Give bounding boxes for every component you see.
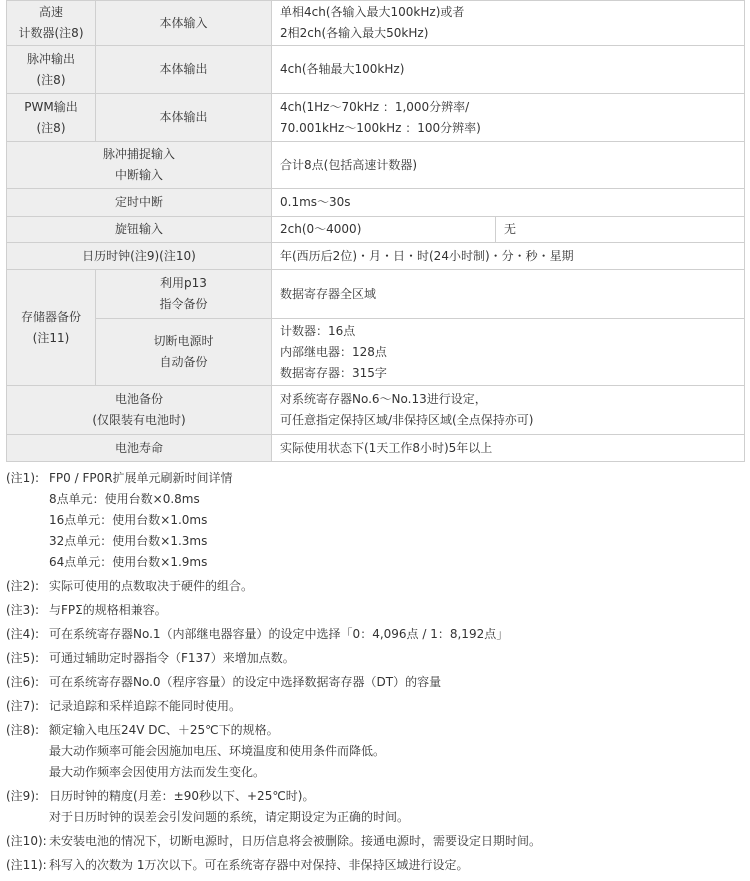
row-memory-backup-p13	[7, 270, 745, 319]
cell-line: (注11)	[32, 330, 70, 345]
note-tag: (注7):	[6, 699, 40, 713]
value-calendar-clock: 年(西历后2位)・月・日・时(24小时制)・分・秒・星期	[272, 243, 745, 270]
header-high-speed-counter	[7, 1, 96, 46]
note-item	[6, 672, 746, 693]
note-line: 额定输入电压24V DC、＋25℃下的规格。	[49, 723, 279, 737]
value-timer-interrupt: 0.1ms～30s	[272, 189, 745, 217]
note-line: 最大动作频率可能会因施加电压、环境温度和使用条件而降低。	[49, 744, 386, 758]
cell-line: 计数器(注8)	[18, 26, 84, 40]
cell-line: 指令备份	[159, 297, 208, 311]
note-item	[6, 468, 746, 573]
note-tag: (注10):	[6, 834, 47, 848]
subheader-body-output: 本体输出	[96, 94, 272, 142]
note-item	[6, 600, 746, 621]
notes-section	[6, 468, 746, 879]
cell-line: (注8)	[36, 120, 66, 135]
note-line: FP0 / FP0R扩展单元刷新时间详情	[49, 471, 233, 485]
cell-line: 2相2ch(各输入最大50kHz)	[280, 26, 429, 40]
header-memory-backup	[7, 270, 96, 386]
cell-line: 对系统寄存器No.6～No.13进行设定，	[280, 392, 487, 406]
subheader-power-off-backup	[96, 319, 272, 386]
row-calendar-clock	[7, 243, 745, 270]
row-knob-input	[7, 217, 745, 243]
header-pwm-output	[7, 94, 96, 142]
note-body	[49, 786, 746, 828]
cell-line: (注8)	[36, 72, 66, 87]
spec-table	[6, 0, 745, 462]
note-tag: (注11):	[6, 858, 47, 872]
note-item	[6, 720, 746, 783]
note-line: 日历时钟的精度(月差：±90秒以下、+25℃时)。	[49, 789, 315, 803]
cell-line: 数据寄存器：315字	[280, 365, 387, 380]
note-item	[6, 855, 746, 876]
value-high-speed-counter	[272, 1, 745, 46]
note-line: 64点单元：使用台数×1.9ms	[49, 555, 208, 569]
note-body	[49, 648, 746, 669]
cell-line: 中断输入	[114, 168, 163, 182]
note-body	[49, 600, 746, 621]
subheader-body-input: 本体输入	[96, 1, 272, 46]
value-knob-input: 2ch(0～4000)	[272, 217, 496, 243]
note-line: 32点单元：使用台数×1.3ms	[49, 534, 208, 548]
note-line: 16点单元：使用台数×1.0ms	[49, 513, 208, 527]
note-body	[49, 468, 746, 573]
cell-line: 脉冲捕捉输入	[102, 147, 175, 161]
row-memory-backup-power-off	[7, 319, 745, 386]
cell-line: 自动备份	[159, 355, 208, 369]
note-line: 科写入的次数为 1万次以下。可在系统寄存器中对保持、非保持区域进行设定。	[49, 858, 469, 872]
note-body	[49, 855, 746, 876]
cell-line: 切断电源时	[153, 334, 214, 348]
subheader-p13-backup	[96, 270, 272, 319]
row-high-speed-counter	[7, 1, 745, 46]
note-body	[49, 831, 746, 852]
note-item	[6, 831, 746, 852]
header-calendar-clock: 日历时钟(注9)(注10)	[7, 243, 272, 270]
value-power-off-backup	[272, 319, 745, 386]
header-pulse-capture	[7, 142, 272, 189]
row-battery-backup	[7, 386, 745, 435]
cell-line: 单相4ch(各输入最大100kHz)或者	[280, 5, 465, 19]
cell-line: 存储器备份	[20, 309, 81, 324]
cell-line: 内部继电器：128点	[280, 344, 387, 359]
note-tag: (注3):	[6, 603, 40, 617]
cell-line: 脉冲输出	[26, 51, 75, 66]
note-item	[6, 786, 746, 828]
value-knob-input-alt: 无	[496, 217, 745, 243]
row-battery-life	[7, 435, 745, 462]
value-battery-life: 实际使用状态下(1天工作8小时)5年以上	[272, 435, 745, 462]
value-battery-backup	[272, 386, 745, 435]
note-body	[49, 576, 746, 597]
header-pulse-output	[7, 46, 96, 94]
value-pulse-capture: 合计8点(包括高速计数器)	[272, 142, 745, 189]
note-tag: (注8):	[6, 723, 40, 737]
cell-line: 利用p13	[160, 276, 207, 290]
note-item	[6, 576, 746, 597]
note-body	[49, 624, 746, 645]
header-battery-life: 电池寿命	[7, 435, 272, 462]
note-body	[49, 696, 746, 717]
note-line: 8点单元：使用台数×0.8ms	[49, 492, 200, 506]
note-line: 未安装电池的情况下，切断电源时，日历信息将会被删除。接通电源时，需要设定日期时间。	[49, 834, 542, 848]
note-item	[6, 696, 746, 717]
cell-line: (仅限装有电池时)	[92, 413, 186, 427]
note-tag: (注4):	[6, 627, 40, 641]
header-timer-interrupt: 定时中断	[7, 189, 272, 217]
note-line: 最大动作频率会因使用方法而发生变化。	[49, 765, 266, 779]
note-line: 可在系统寄存器No.1（内部继电器容量）的设定中选择「0：4,096点 / 1：8,192点」	[49, 627, 509, 641]
subheader-body-output: 本体输出	[96, 46, 272, 94]
note-body	[49, 672, 746, 693]
note-tag: (注9):	[6, 789, 40, 803]
cell-line: 4ch(1Hz～70kHz ：1,000分辨率/	[280, 99, 470, 114]
cell-line: 可任意指定保持区域/非保持区域(全点保持亦可)	[280, 413, 534, 427]
row-pwm-output	[7, 94, 745, 142]
note-line: 可在系统寄存器No.0（程序容量）的设定中选择数据寄存器（DT）的容量	[49, 675, 442, 689]
cell-line: 4ch(各轴最大100kHz)	[280, 62, 405, 76]
cell-line: 电池备份	[114, 392, 163, 406]
header-battery-backup	[7, 386, 272, 435]
note-tag: (注2):	[6, 579, 40, 593]
row-pulse-output	[7, 46, 745, 94]
cell-line: PWM输出	[24, 99, 78, 114]
value-pwm-output	[272, 94, 745, 142]
note-line: 可通过辅助定时器指令（F137）来增加点数。	[49, 651, 295, 665]
row-pulse-capture	[7, 142, 745, 189]
cell-line: 高速	[38, 5, 63, 19]
note-line: 实际可使用的点数取决于硬件的组合。	[49, 579, 254, 593]
note-line: 记录追踪和采样追踪不能同时使用。	[49, 699, 242, 713]
note-body	[49, 720, 746, 783]
cell-line: 计数器：16点	[280, 323, 356, 338]
note-line: 对于日历时钟的误差会引发问题的系统，请定期设定为正确的时间。	[49, 810, 410, 824]
note-tag: (注6):	[6, 675, 40, 689]
value-pulse-output	[272, 46, 745, 94]
note-tag: (注5):	[6, 651, 40, 665]
note-item	[6, 624, 746, 645]
note-item	[6, 648, 746, 669]
note-tag: (注1):	[6, 471, 40, 485]
value-p13-backup: 数据寄存器全区域	[272, 270, 745, 319]
note-line: 与FPΣ的规格相兼容。	[49, 603, 167, 617]
header-knob-input: 旋钮输入	[7, 217, 272, 243]
row-timer-interrupt	[7, 189, 745, 217]
cell-line: 70.001kHz～100kHz ：100分辨率)	[280, 120, 481, 135]
